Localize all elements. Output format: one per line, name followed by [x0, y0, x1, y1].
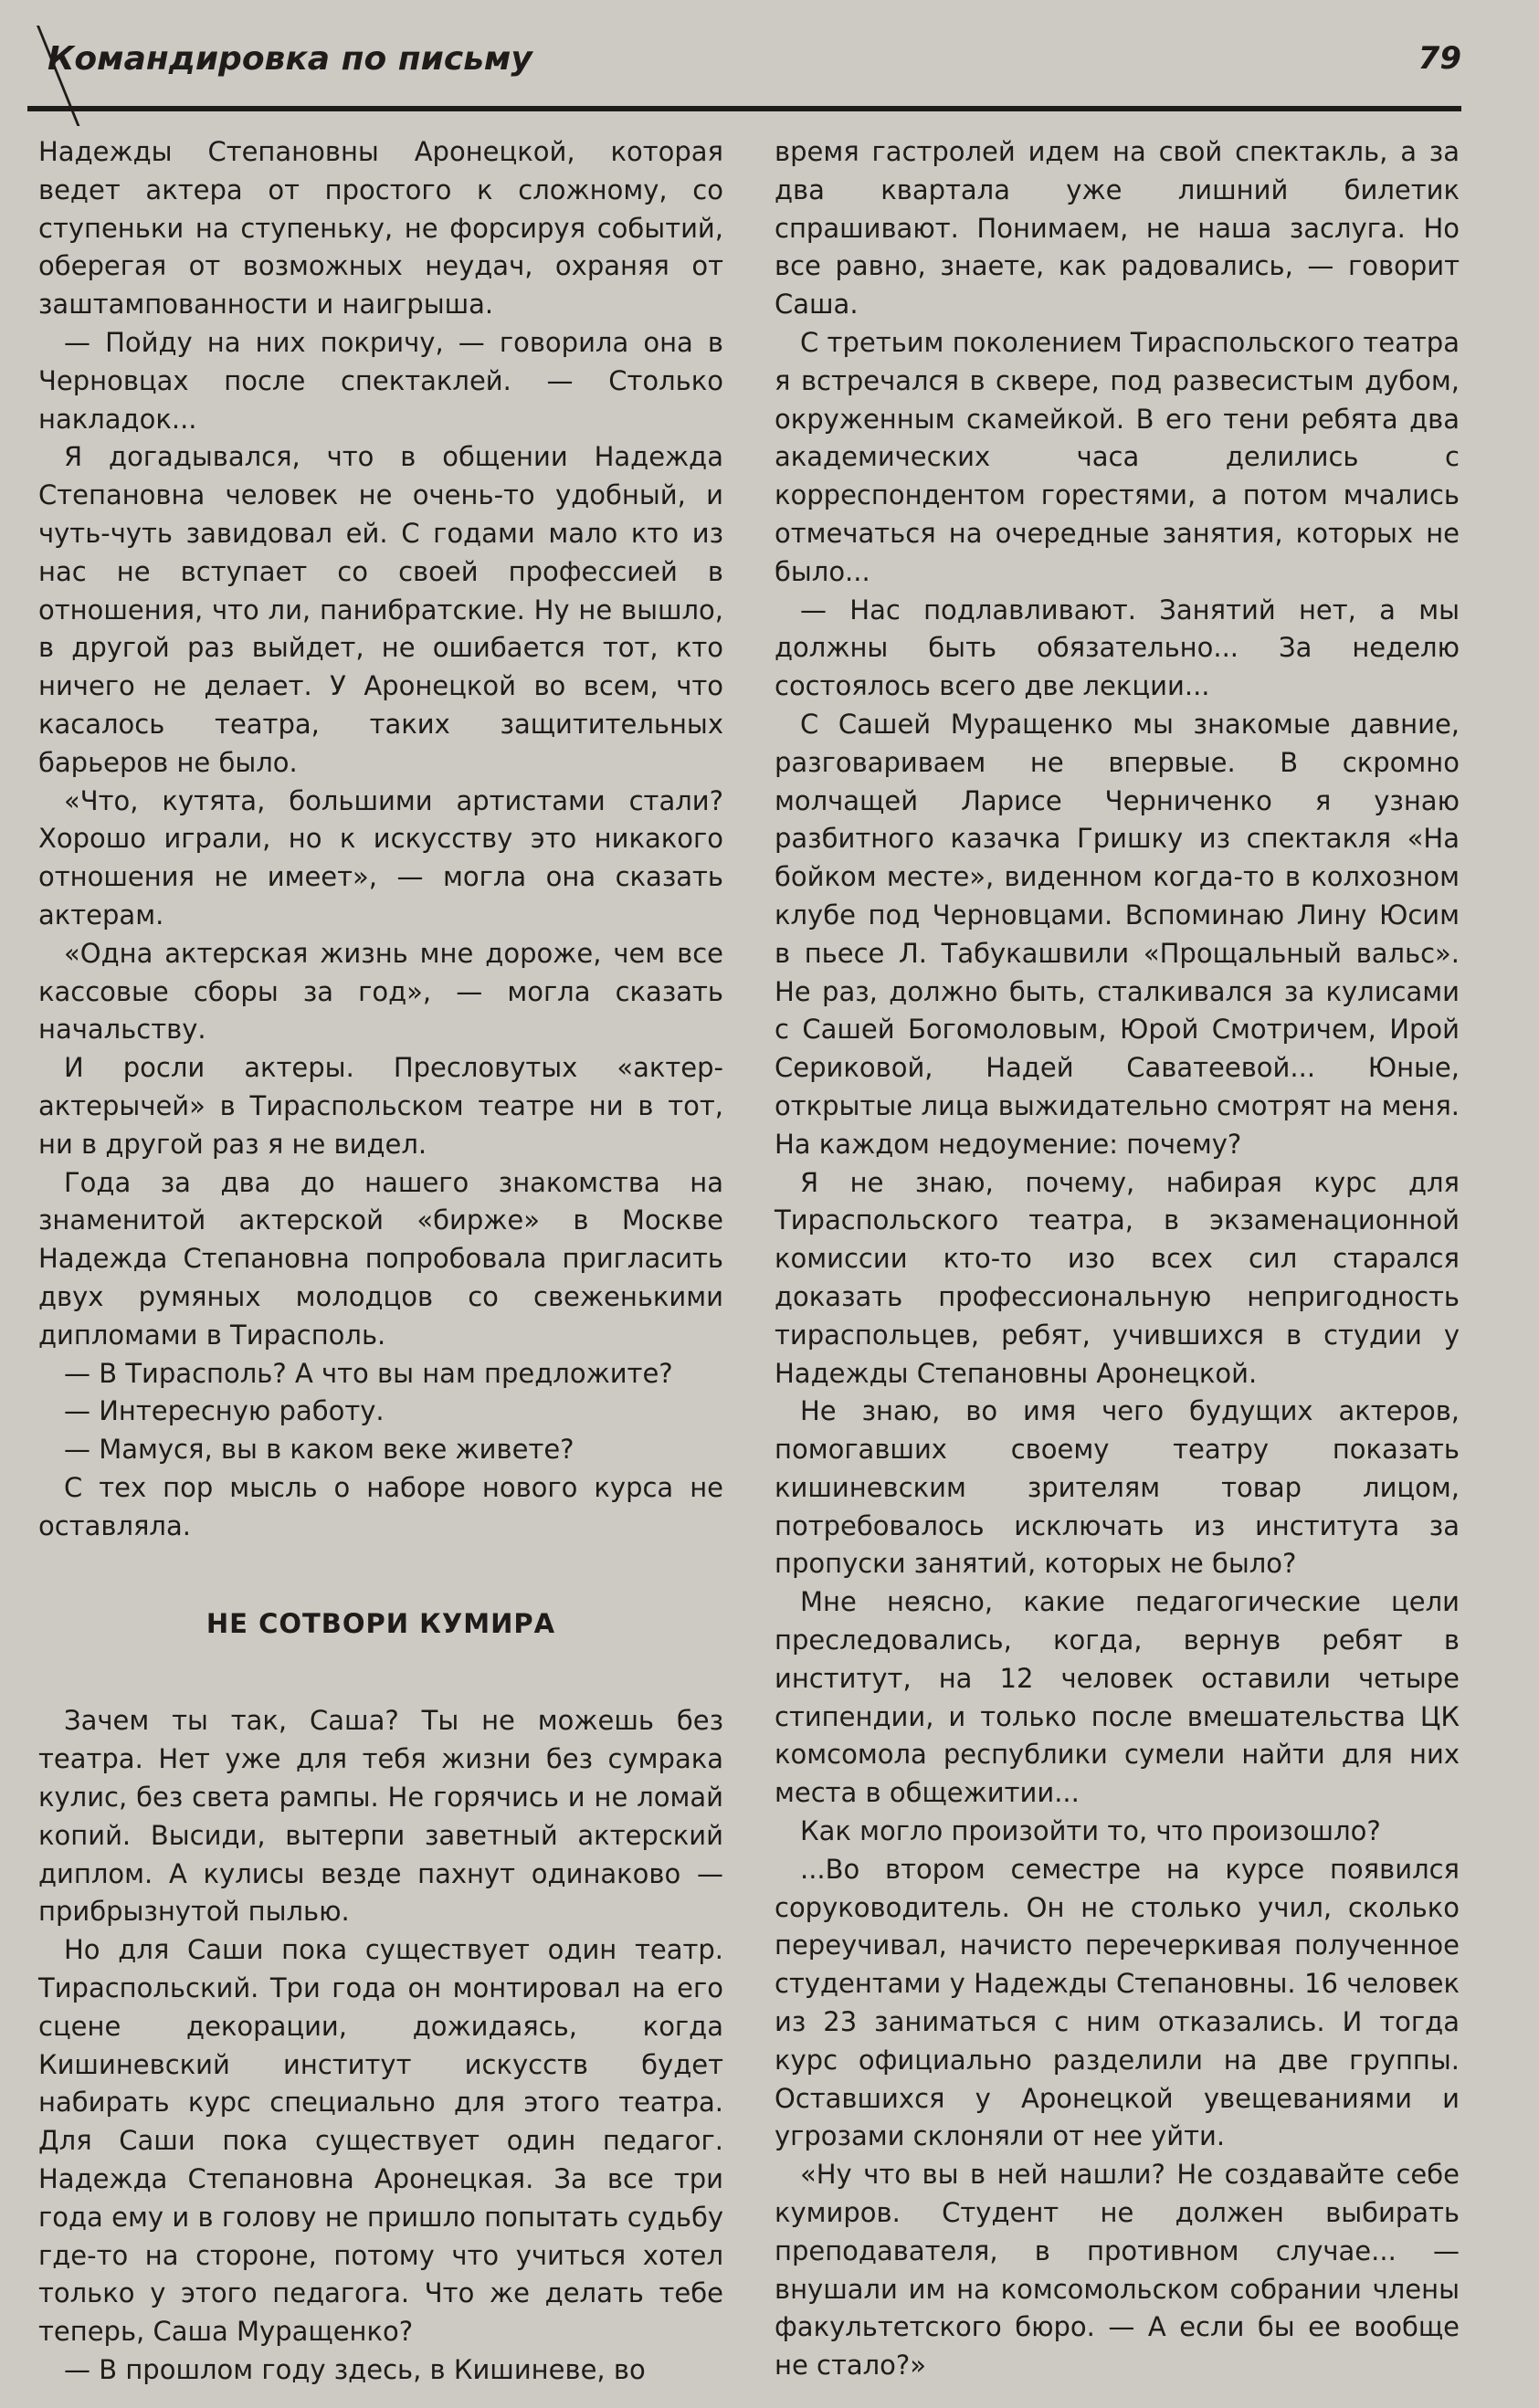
paragraph: — В прошлом году здесь, в Кишиневе, во	[64, 2354, 646, 2386]
paragraph: — Пойду на них покричу, — говорила она в Черновцах после спектаклей. — Столько накладок...	[38, 326, 723, 435]
paragraph: С третьим поколением Тираспольского театра я встречался в сквере, под развесистым дубом, окруженным скамейкой. В его тени ребята два академических часа делились с корреспондентом горестями, а потом мчались отмечаться на очередные занятия, которых не было...	[775, 326, 1460, 587]
paragraph: Года за два до нашего знакомства на знаменитой актерской «бирже» в Москве Надежда Степановна попробовала пригласить двух румяных молодцов со свеженькими дипломами в Тирасполь.	[38, 1166, 723, 1351]
paragraph: Как могло произойти то, что произошло?	[800, 1815, 1381, 1847]
paragraph: Я не знаю, почему, набирая курс для Тираспольского театра, в экзаменационной комиссии кто-то изо всех сил старался доказать профессиональную непригодность тираспольцев, ребят, учившихся в студии у Надежды Степановны Аронецкой.	[775, 1166, 1460, 1389]
paragraph: — Интересную работу.	[64, 1395, 385, 1427]
paragraph: И росли актеры. Пресловутых «актер-актерычей» в Тираспольском театре ни в тот, ни в другой раз я не видел.	[38, 1052, 723, 1160]
paragraph: — В Тирасполь? А что вы нам предложите?	[64, 1357, 673, 1389]
paragraph: «Ну что вы в ней нашли? Не создавайте себе кумиров. Студент не должен выбирать преподавателя, в противном случае... — внушали им на комсомольском собрании члены факультетского бюро. — А если бы ее вообще не стало?»	[775, 2159, 1460, 2382]
paragraph: — Нас подлавливают. Занятий нет, а мы должны быть обязательно... За неделю состоялось всего две лекции...	[775, 594, 1460, 702]
paragraph: «Одна актерская жизнь мне дороже, чем все кассовые сборы за год», — могла сказать начальству.	[38, 937, 723, 1046]
right-column	[775, 133, 1460, 2385]
paragraph: Надежды Степановны Аронецкой, которая ведет актера от простого к сложному, со ступеньки на ступеньку, не форсируя событий, оберегая от возможных неудач, охраняя от заштампованности и наигрыша.	[38, 136, 723, 321]
left-column	[38, 133, 723, 2390]
section-heading: НЕ СОТВОРИ КУМИРА	[206, 1608, 556, 1640]
paragraph: Зачем ты так, Саша? Ты не можешь без театра. Нет уже для тебя жизни без сумрака кулис, без света рампы. Не горячись и не ломай копий. Высиди, вытерпи заветный актерский диплом. А кулисы везде пахнут одинаково — прибрызнутой пылью.	[38, 1705, 723, 1928]
paragraph: ...Во втором семестре на курсе появился соруководитель. Он не столько учил, сколько переучивал, начисто перечеркивая полученное студентами у Надежды Степановны. 16 человек из 23 заниматься с ним отказались. И тогда курс официально разделили на две группы. Оставшихся у Аронецкой увещеваниями и угрозами склоняли от нее уйти.	[775, 1853, 1460, 2152]
paragraph: Не знаю, во имя чего будущих актеров, помогавших своему театру показать кишиневским зрителям товар лицом, потребовалось исключать из института за пропуски занятий, которых не было?	[775, 1395, 1460, 1580]
running-header	[27, 33, 1461, 111]
paragraph: «Что, кутята, большими артистами стали? Хорошо играли, но к искусству это никакого отношения не имеет», — могла она сказать актерам.	[38, 784, 723, 931]
page-number: 79	[1418, 40, 1461, 77]
paragraph: С Сашей Муращенко мы знакомые давние, разговариваем не впервые. В скромно молчащей Ларисе Черниченко я узнаю разбитного казачка Гришку из спектакля «На бойком месте», виденном когда-то в колхозном клубе под Черновцами. Вспоминаю Лину Юсим в пьесе Л. Табукашвили «Прощальный вальс». Не раз, должно быть, сталкивался за кулисами с Сашей Богомоловым, Юрой Смотричем, Ирой Сериковой, Надей Саватеевой... Юные, открытые лица выжидательно смотрят на меня. На каждом недоумение: почему?	[775, 708, 1460, 1160]
paragraph: С тех пор мысль о наборе нового курса не оставляла.	[38, 1471, 723, 1541]
paragraph: Но для Саши пока существует один театр. Тираспольский. Три года он монтировал на его сцене декорации, дожидаясь, когда Кишиневский институт искусств будет набирать курс специально для этого театра. Для Саши пока существует один педагог. Надежда Степановна Аронецкая. За все три года ему и в голову не пришло попытать судьбу где-то на стороне, потому что учиться хотел только у этого педагога. Что же делать тебе теперь, Саша Муращенко?	[38, 1934, 723, 2348]
section-title: Командировка по письму	[47, 40, 532, 78]
paragraph: Мне неясно, какие педагогические цели преследовались, когда, вернув ребят в институт, на 12 человек оставили четыре стипендии, и только после вмешательства ЦК комсомола республики сумели найти для них места в общежитии...	[775, 1586, 1460, 1809]
paragraph: — Мамуся, вы в каком веке живете?	[64, 1434, 574, 1466]
paragraph: время гастролей идем на свой спектакль, а за два квартала уже лишний билетик спрашивают. Понимаем, не наша заслуга. Но все равно, знаете, как радовались, — говорит Саша.	[775, 136, 1460, 321]
paragraph: Я догадывался, что в общении Надежда Степановна человек не очень-то удобный, и чуть-чуть завидовал ей. С годами мало кто из нас не вступает со своей профессией в отношения, что ли, панибратские. Ну не вышло, в другой раз выйдет, не ошибается тот, кто ничего не делает. У Аронецкой во всем, что касалось театра, таких защитительных барьеров не было.	[38, 441, 723, 778]
